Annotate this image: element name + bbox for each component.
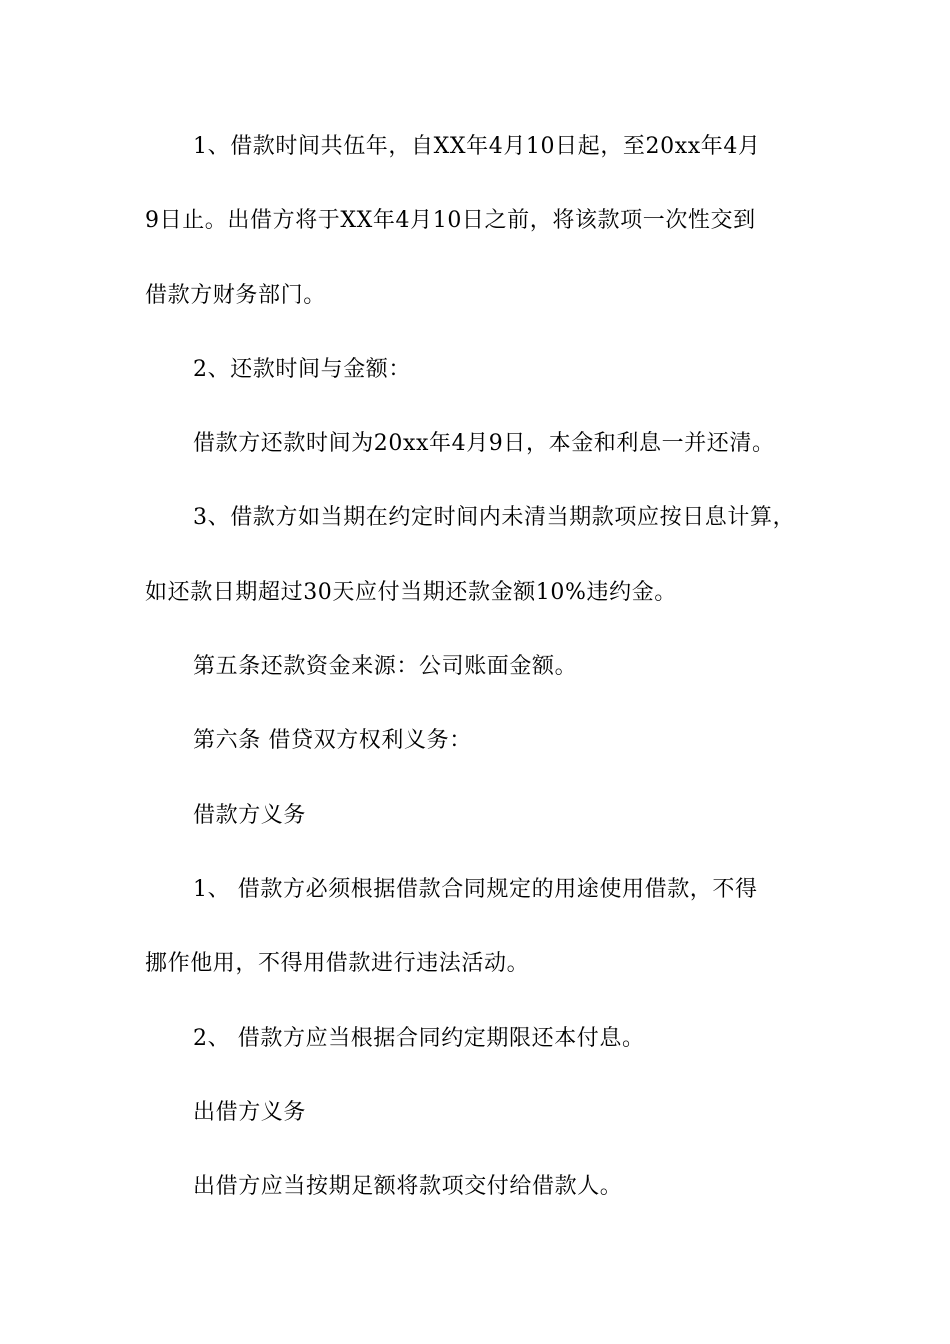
text-line: 1、 借款方必须根据借款合同规定的用途使用借款，不得	[193, 876, 758, 902]
text-line: 借款方财务部门。	[145, 282, 326, 308]
text-line: 出借方应当按期足额将款项交付给借款人。	[193, 1174, 623, 1200]
text-line: 出借方义务	[193, 1099, 307, 1125]
text-line: 第五条还款资金来源：公司账面金额。	[193, 654, 578, 680]
text-line: 借款方义务	[193, 802, 307, 828]
text-line: 借款方还款时间为20xx年4月9日，本金和利息一并还清。	[193, 431, 775, 457]
text-line: 挪作他用，不得用借款进行违法活动。	[145, 951, 530, 977]
text-line: 9日止。出借方将于XX年4月10日之前，将该款项一次性交到	[145, 208, 756, 234]
text-line: 2、还款时间与金额：	[193, 356, 411, 382]
document-body	[145, 132, 807, 1246]
text-line: 第六条 借贷双方权利义务：	[193, 728, 472, 754]
text-line: 如还款日期超过30天应付当期还款金额10%违约金。	[145, 579, 677, 605]
text-line: 2、 借款方应当根据合同约定期限还本付息。	[193, 1025, 645, 1051]
text-line: 3、借款方如当期在约定时间内未清当期款项应按日息计算，	[193, 505, 796, 531]
text-line: 1、借款时间共伍年，自XX年4月10日起，至20xx年4月	[193, 134, 761, 159]
